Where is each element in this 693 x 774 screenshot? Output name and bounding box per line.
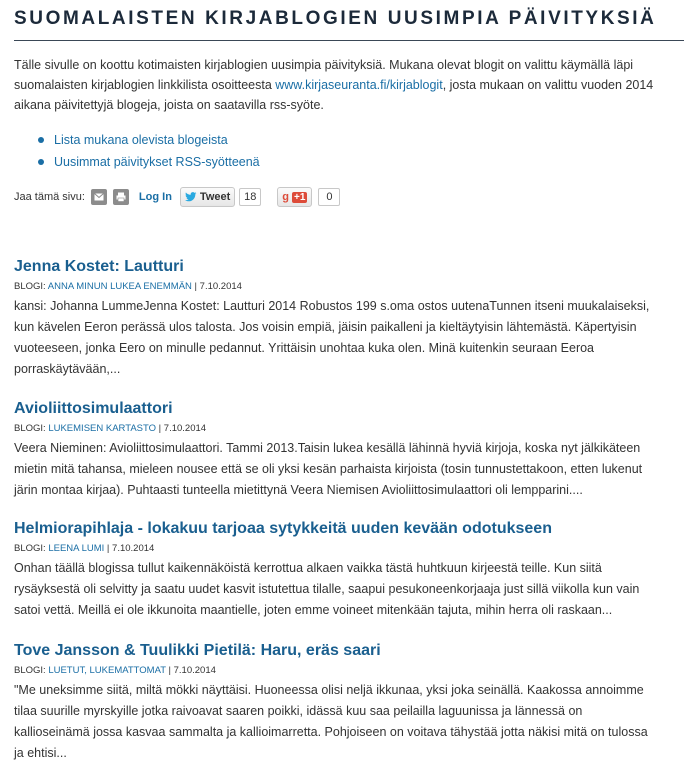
page-links [14, 129, 684, 173]
post-title-link[interactable]: Helmiorapihlaja - lokakuu tarjoaa sytykkeitä uuden kevään odotukseen [14, 520, 552, 537]
post-meta: BLOGI: ANNA MINUN LUKEA ENEMMÄN | 7.10.2014 [14, 281, 242, 292]
link-blog-list[interactable] [38, 129, 684, 151]
post-meta: BLOGI: LUETUT, LUKEMATTOMAT | 7.10.2014 [14, 665, 216, 676]
print-icon[interactable] [113, 189, 129, 205]
login-link[interactable]: Log In [138, 191, 172, 203]
email-icon[interactable] [91, 189, 107, 205]
post-blog-link[interactable]: LEENA LUMI [48, 543, 105, 554]
tweet-button[interactable] [180, 187, 235, 207]
page-content [14, 0, 684, 760]
post-item [14, 256, 684, 380]
post-date: 7.10.2014 [173, 665, 216, 676]
post-blog-link[interactable]: LUKEMISEN KARTASTO [48, 423, 157, 434]
post-date: 7.10.2014 [112, 543, 155, 554]
kirjaseuranta-link[interactable]: www.kirjaseuranta.fi/kirjablogit [275, 78, 443, 92]
link-rss-feed-label: Uusimmat päivitykset RSS-syötteenä [54, 155, 260, 169]
post-excerpt: Onhan täällä blogissa tullut kaikennäköistä kerrottua alkaen vaikka tästä huhtkuun kirjeestä teille. Kun siitä rysäyksestä oli selvitty ja saatu uudet kasvit istutettua tilalle, saapui pesukoneenkorjaaja just sillä viikolla kun vain satoi vettä. Meillä ei ole ikkunoita maantielle, joten emme voineet mitenkään tajuta, mihin herra oli raskaan... [14, 561, 640, 617]
post-title-link[interactable]: Avioliittosimulaattori [14, 400, 173, 417]
link-blog-list-label: Lista mukana olevista blogeista [54, 133, 228, 147]
blog-prefix: BLOGI: [14, 281, 48, 292]
gplus-button[interactable] [277, 187, 312, 207]
post-meta: BLOGI: LUKEMISEN KARTASTO | 7.10.2014 [14, 423, 207, 434]
post-item [14, 398, 684, 501]
post-date: 7.10.2014 [199, 281, 242, 292]
post-excerpt: "Me uneksimme siitä, miltä mökki näyttäisi. Huoneessa olisi neljä ikkunaa, yksi joka seinällä. Kaakossa annoimme tilaa suurille myrskyille jotka raivoavat saaren poikki, idässä kuu saa peilailla laguunissa ja lännessä on kallioseinämä jossa kasvaa sammalta ja kallioimarretta. Pohjoiseen on voitava tähystää jotta näkisi mitä on tulossa ja ehtisi... [14, 683, 648, 760]
page-title: SUOMALAISTEN KIRJABLOGIEN UUSIMPIA PÄIVITYKSIÄ [14, 8, 684, 41]
blog-prefix: BLOGI: [14, 423, 49, 434]
post-title-link[interactable]: Tove Jansson & Tuulikki Pietilä: Haru, eräs saari [14, 642, 381, 659]
bullet-icon [38, 137, 44, 143]
post-item [14, 640, 684, 764]
post-item [14, 518, 684, 621]
post-blog-link[interactable]: ANNA MINUN LUKEA ENEMMÄN [47, 281, 192, 292]
post-excerpt: kansi: Johanna LummeJenna Kostet: Lautturi 2014 Robustos 199 s.oma ostos uutenaTunnen itseni muukalaiseksi, kun kävelen Eeron perässä ulos talosta. Jos voisin empiä, jäisin paikalleni ja kieltäytyisin lähtemästä. Käpertyisin vuoteeseen, jonka Eero on minulle pedannut. Yrittäisin unohtaa kuka olen. Minä kuitenkin seuraan Eeroa porraskäytävään,... [14, 299, 650, 376]
tweet-count: 18 [239, 188, 261, 206]
post-blog-link[interactable]: LUETUT, LUKEMATTOMAT [48, 665, 166, 676]
gplus-count: 0 [318, 188, 340, 206]
twitter-bird-icon [185, 192, 197, 202]
share-label: Jaa tämä sivu: [14, 191, 85, 203]
blog-prefix: BLOGI: [14, 665, 49, 676]
gplus-icon: g [282, 191, 290, 203]
post-excerpt: Veera Nieminen: Avioliittosimulaattori. Tammi 2013.Taisin lukea kesällä lähinnä hyviä kirjoja, koska nyt jälkikäteen mietin mitä tahansa, mieleen nousee että se oli yksi kesän parhaista kirjoista (tosin tunnustettakoon, etten lukenut järin montaa kirjaa). Puhtaasti tunteella mietittynä Veera Niemisen Avioliittosimulaattori oli lempparini.... [14, 441, 643, 497]
bullet-icon [38, 159, 44, 165]
share-bar [14, 186, 684, 208]
link-rss-feed[interactable] [38, 151, 684, 173]
post-meta: BLOGI: LEENA LUMI | 7.10.2014 [14, 543, 155, 554]
intro-text-before: Tälle sivulle on koottu kotimaisten kirjablogien uusimpia päivityksiä. Mukana olevat blogit on valittu käymällä läpi suomalaisten kirjablogien linkkilista osoitteesta [14, 58, 634, 92]
tweet-label: Tweet [199, 191, 231, 203]
gplus-label: +1 [294, 191, 306, 203]
intro-text-after: , josta mukaan on valittu vuoden 2014 aikana päivitettyjä blogeja, joista on saatavilla rss-syöte. [14, 78, 654, 112]
post-date: 7.10.2014 [163, 423, 207, 434]
post-title-link[interactable]: Jenna Kostet: Lautturi [14, 258, 184, 275]
intro-paragraph [14, 55, 684, 115]
blog-prefix: BLOGI: [14, 543, 49, 554]
